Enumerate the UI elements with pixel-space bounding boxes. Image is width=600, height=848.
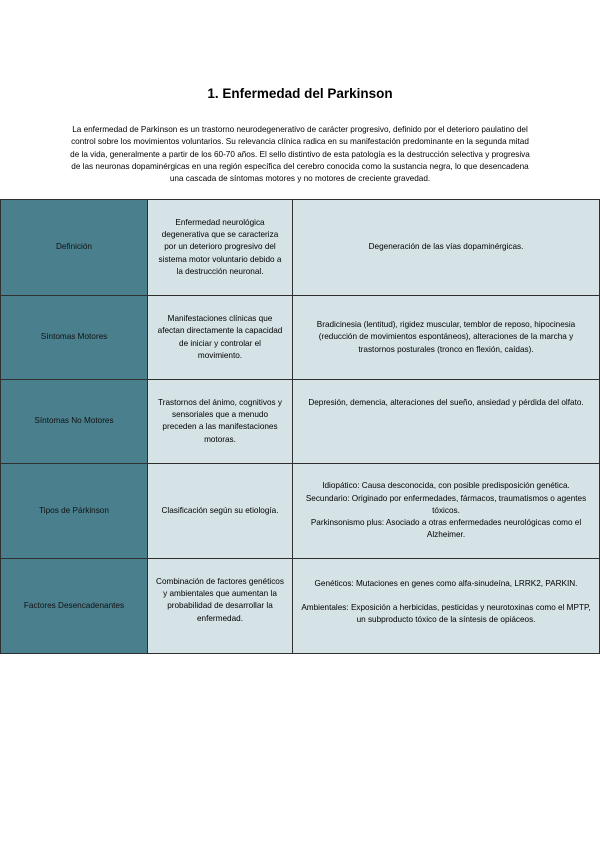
row-details — [293, 464, 600, 559]
intro-paragraph: La enfermedad de Parkinson es un trastorno neurodegenerativo de carácter progresivo, definido por el deterioro paulatino del control sobre los movimientos voluntarios. Su relevancia clínica radica en su manifestación predominante en la segunda mitad de la vida, generalmente a partir de los 60-70 años. El sello distintivo de esta patología es la destrucción selectiva y progresiva de las neuronas dopaminérgicas en una región específica del cerebro conocida como la sustancia negra, lo que desencadena una cascada de síntomas motores y no motores de creciente gravedad. — [70, 125, 530, 183]
row-label: Tipos de Párkinson — [1, 464, 148, 559]
row-label: Síntomas Motores — [1, 296, 148, 380]
table-row — [1, 200, 600, 296]
detail-line: Idiopático: Causa desconocida, con posible predisposición genética. — [322, 481, 570, 491]
row-details — [293, 380, 600, 464]
detail-line: Parkinsonismo plus: Asociado a otras enfermedades neurológicas como el Alzheimer. — [310, 518, 582, 540]
detail-line: Genéticos: Mutaciones en genes como alfa-sinudeína, LRRK2, PARKIN. — [314, 579, 578, 588]
row-description: Combinación de factores genéticos y ambientales que aumentan la probabilidad de desarrollar la enfermedad. — [148, 559, 293, 654]
parkinson-table — [0, 199, 600, 654]
row-details — [293, 559, 600, 654]
section-title: 1. Enfermedad del Parkinson — [207, 86, 393, 101]
row-description: Trastornos del ánimo, cognitivos y sensoriales que a menudo preceden a las manifestaciones motoras. — [148, 380, 293, 464]
table-row — [1, 464, 600, 559]
row-description: Manifestaciones clínicas que afectan directamente la capacidad de iniciar y controlar el movimiento. — [148, 296, 293, 380]
detail-line: Degeneración de las vías dopaminérgicas. — [368, 242, 524, 252]
row-label: Definición — [1, 200, 148, 296]
row-details — [293, 200, 600, 296]
row-label: Factores Desencadenantes — [1, 559, 148, 654]
detail-line: Bradicinesia (lentitud), rigidez muscular, temblor de reposo, hipocinesia (reducción de movimientos espontáneos), alteraciones de la marcha y trastornos posturales (tronco en flexión, caídas). — [316, 320, 576, 354]
table-row — [1, 380, 600, 464]
table-row — [1, 296, 600, 380]
row-details — [293, 296, 600, 380]
row-description: Enfermedad neurológica degenerativa que se caracteriza por un deterioro progresivo del sistema motor voluntario debido a la destrucción neuronal. — [148, 200, 293, 296]
row-description: Clasificación según su etiología. — [148, 464, 293, 559]
row-label: Síntomas No Motores — [1, 380, 148, 464]
table-row — [1, 559, 600, 654]
detail-line: Ambientales: Exposición a herbicidas, pesticidas y neurotoxinas como el MPTP, un subproducto tóxico de la síntesis de opiáceos. — [301, 603, 591, 625]
detail-line: Depresión, demencia, alteraciones del sueño, ansiedad y pérdida del olfato. — [308, 398, 584, 407]
detail-line: Secundario: Originado por enfermedades, fármacos, traumatismos o agentes tóxicos. — [305, 493, 587, 515]
